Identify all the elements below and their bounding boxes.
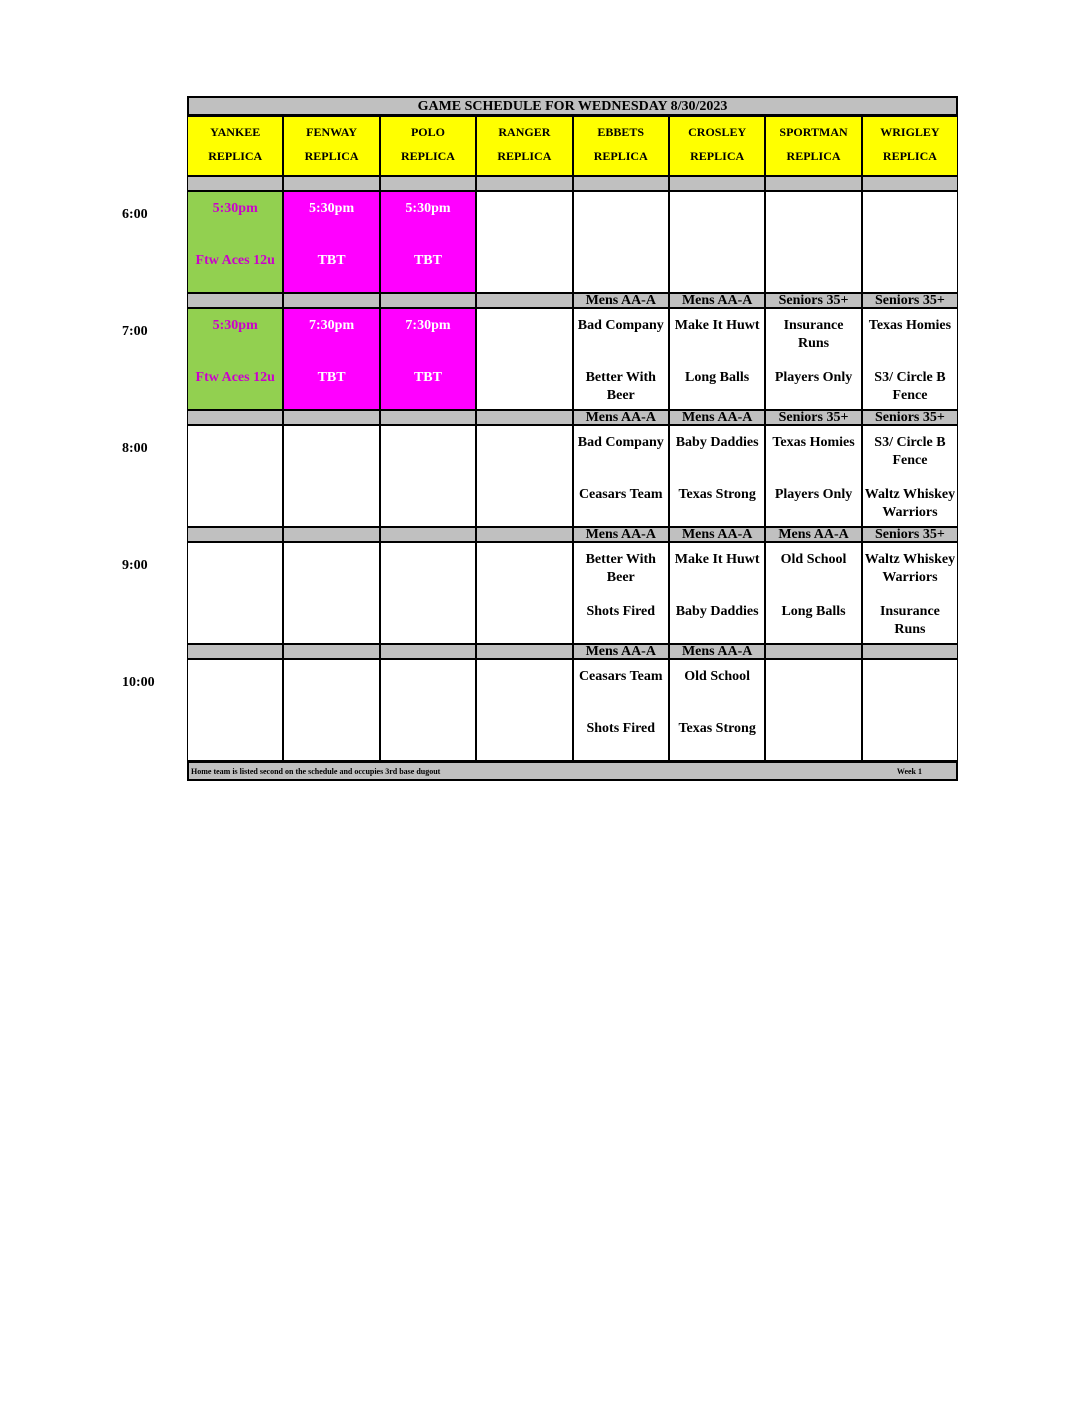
game-row [187, 308, 958, 410]
division-row [187, 293, 958, 308]
division-label: Mens AA-A [669, 410, 765, 425]
game-cell [862, 425, 958, 527]
game-cell [765, 425, 861, 527]
time-label: 6:00 [122, 207, 148, 222]
field-subtitle: REPLICA [304, 149, 359, 163]
field-name: EBBETS [597, 125, 645, 139]
game-cell [573, 308, 669, 410]
game-bottom-line: Long Balls [781, 604, 846, 619]
division-label [862, 644, 958, 659]
time-label: 9:00 [122, 558, 148, 573]
division-label [187, 644, 283, 659]
field-name: CROSLEY [688, 125, 747, 139]
division-label [476, 176, 572, 191]
field-name: SPORTMAN [779, 125, 848, 139]
division-label: Seniors 35+ [862, 293, 958, 308]
division-label: Mens AA-A [765, 527, 861, 542]
game-cell [380, 659, 476, 761]
game-cell [380, 191, 476, 293]
game-row [187, 542, 958, 644]
division-label [187, 527, 283, 542]
division-label: Seniors 35+ [765, 293, 861, 308]
game-cell [476, 659, 572, 761]
division-label: Mens AA-A [669, 527, 765, 542]
division-label: Mens AA-A [573, 293, 669, 308]
week-label: Week 1 [896, 767, 922, 776]
game-top-line: Waltz Whiskey Warriors [864, 552, 956, 585]
time-label: 8:00 [122, 441, 148, 456]
game-row [187, 191, 958, 293]
field-subtitle: REPLICA [208, 149, 263, 163]
game-cell [765, 542, 861, 644]
game-cell [476, 542, 572, 644]
field-header [476, 116, 572, 176]
game-cell [573, 425, 669, 527]
game-cell [187, 308, 283, 410]
schedule-title: GAME SCHEDULE FOR WEDNESDAY 8/30/2023 [187, 96, 958, 116]
field-name: YANKEE [210, 125, 261, 139]
game-top-line: Old School [684, 669, 751, 684]
game-cell [283, 542, 379, 644]
game-cell [283, 659, 379, 761]
division-label [476, 644, 572, 659]
game-top-line: Insurance Runs [783, 318, 844, 351]
field-subtitle: REPLICA [882, 149, 937, 163]
game-bottom-line: Baby Daddies [675, 604, 759, 619]
game-bottom-line: TBT [413, 253, 442, 268]
game-bottom-line: Players Only [774, 487, 853, 502]
game-cell [669, 191, 765, 293]
game-bottom-line: Ftw Aces 12u [195, 253, 275, 268]
division-label [862, 176, 958, 191]
division-label: Seniors 35+ [862, 410, 958, 425]
game-top-line: Texas Homies [868, 318, 952, 333]
field-header [380, 116, 476, 176]
division-label: Mens AA-A [669, 293, 765, 308]
game-bottom-line: TBT [317, 370, 346, 385]
schedule-footer [187, 761, 958, 781]
spacer-row [187, 176, 958, 191]
time-label: 7:00 [122, 324, 148, 339]
field-subtitle: REPLICA [497, 149, 552, 163]
game-cell [765, 659, 861, 761]
game-row [187, 425, 958, 527]
field-subtitle: REPLICA [400, 149, 455, 163]
division-label [380, 293, 476, 308]
game-top-line: 5:30pm [212, 201, 258, 216]
division-label [765, 644, 861, 659]
game-cell [380, 542, 476, 644]
game-cell [380, 308, 476, 410]
game-top-line: Bad Company [577, 318, 664, 333]
game-top-line: 7:30pm [405, 318, 451, 333]
division-row [187, 527, 958, 542]
division-label [476, 293, 572, 308]
game-top-line: 7:30pm [309, 318, 355, 333]
time-label: 10:00 [122, 675, 155, 690]
game-top-line: Ceasars Team [578, 669, 663, 684]
game-top-line: Texas Homies [772, 435, 855, 450]
division-label [187, 410, 283, 425]
field-name: POLO [410, 125, 445, 139]
game-top-line: Old School [780, 552, 847, 567]
game-cell [573, 191, 669, 293]
field-subtitle: REPLICA [593, 149, 648, 163]
field-header [862, 116, 958, 176]
game-cell [669, 542, 765, 644]
division-label: Seniors 35+ [765, 410, 861, 425]
division-label [573, 176, 669, 191]
game-bottom-line: Waltz Whiskey Warriors [864, 487, 956, 520]
game-cell [669, 425, 765, 527]
game-cell [669, 659, 765, 761]
division-label [476, 527, 572, 542]
schedule-table [187, 96, 958, 781]
game-cell [862, 308, 958, 410]
field-name: RANGER [498, 125, 551, 139]
game-cell [187, 542, 283, 644]
division-label: Mens AA-A [573, 410, 669, 425]
game-cell [187, 659, 283, 761]
game-cell [862, 659, 958, 761]
division-label [283, 176, 379, 191]
game-cell [187, 191, 283, 293]
division-label: Seniors 35+ [862, 527, 958, 542]
time-slots [187, 176, 958, 761]
division-row [187, 410, 958, 425]
game-cell [283, 191, 379, 293]
game-cell [669, 308, 765, 410]
game-cell [862, 542, 958, 644]
division-label [476, 410, 572, 425]
game-cell [283, 308, 379, 410]
division-label [380, 644, 476, 659]
game-bottom-line: Ceasars Team [578, 487, 663, 502]
game-top-line: 5:30pm [405, 201, 451, 216]
game-top-line: Better With Beer [585, 552, 656, 585]
division-row [187, 644, 958, 659]
game-bottom-line: Insurance Runs [879, 604, 940, 637]
division-label [187, 176, 283, 191]
game-bottom-line: Long Balls [685, 370, 750, 385]
game-cell [476, 191, 572, 293]
field-header [765, 116, 861, 176]
field-header-row [187, 116, 958, 176]
game-bottom-line: Texas Strong [678, 721, 756, 736]
game-row [187, 659, 958, 761]
field-header [573, 116, 669, 176]
division-label [283, 410, 379, 425]
game-bottom-line: Shots Fired [586, 721, 656, 736]
game-bottom-line: TBT [317, 253, 346, 268]
division-label [283, 293, 379, 308]
game-bottom-line: Players Only [774, 370, 853, 385]
game-cell [476, 425, 572, 527]
division-label [187, 293, 283, 308]
game-top-line: Make It Huwt [674, 552, 760, 567]
division-label [765, 176, 861, 191]
field-header [283, 116, 379, 176]
game-top-line: S3/ Circle B Fence [874, 435, 946, 468]
division-label: Mens AA-A [573, 644, 669, 659]
field-name: WRIGLEY [880, 125, 940, 139]
division-label [380, 410, 476, 425]
game-cell [765, 308, 861, 410]
field-header [187, 116, 283, 176]
field-name: FENWAY [306, 125, 358, 139]
field-header [669, 116, 765, 176]
game-cell [862, 191, 958, 293]
game-cell [380, 425, 476, 527]
field-subtitle: REPLICA [690, 149, 745, 163]
game-cell [476, 308, 572, 410]
field-subtitle: REPLICA [786, 149, 841, 163]
division-label [283, 527, 379, 542]
footer-note: Home team is listed second on the schedule and occupies 3rd base dugout [191, 767, 441, 776]
game-top-line: Bad Company [577, 435, 664, 450]
game-top-line: 5:30pm [212, 318, 258, 333]
division-label: Mens AA-A [669, 644, 765, 659]
game-bottom-line: S3/ Circle B Fence [874, 370, 946, 403]
game-bottom-line: Shots Fired [586, 604, 656, 619]
game-top-line: Make It Huwt [674, 318, 760, 333]
division-label [283, 644, 379, 659]
game-cell [573, 659, 669, 761]
game-cell [573, 542, 669, 644]
game-top-line: Baby Daddies [675, 435, 759, 450]
game-bottom-line: TBT [413, 370, 442, 385]
division-label [669, 176, 765, 191]
game-bottom-line: Better With Beer [585, 370, 656, 403]
division-label [380, 176, 476, 191]
game-bottom-line: Ftw Aces 12u [195, 370, 275, 385]
division-label: Mens AA-A [573, 527, 669, 542]
game-cell [283, 425, 379, 527]
game-cell [765, 191, 861, 293]
game-cell [187, 425, 283, 527]
division-label [380, 527, 476, 542]
game-top-line: 5:30pm [309, 201, 355, 216]
game-bottom-line: Texas Strong [678, 487, 756, 502]
